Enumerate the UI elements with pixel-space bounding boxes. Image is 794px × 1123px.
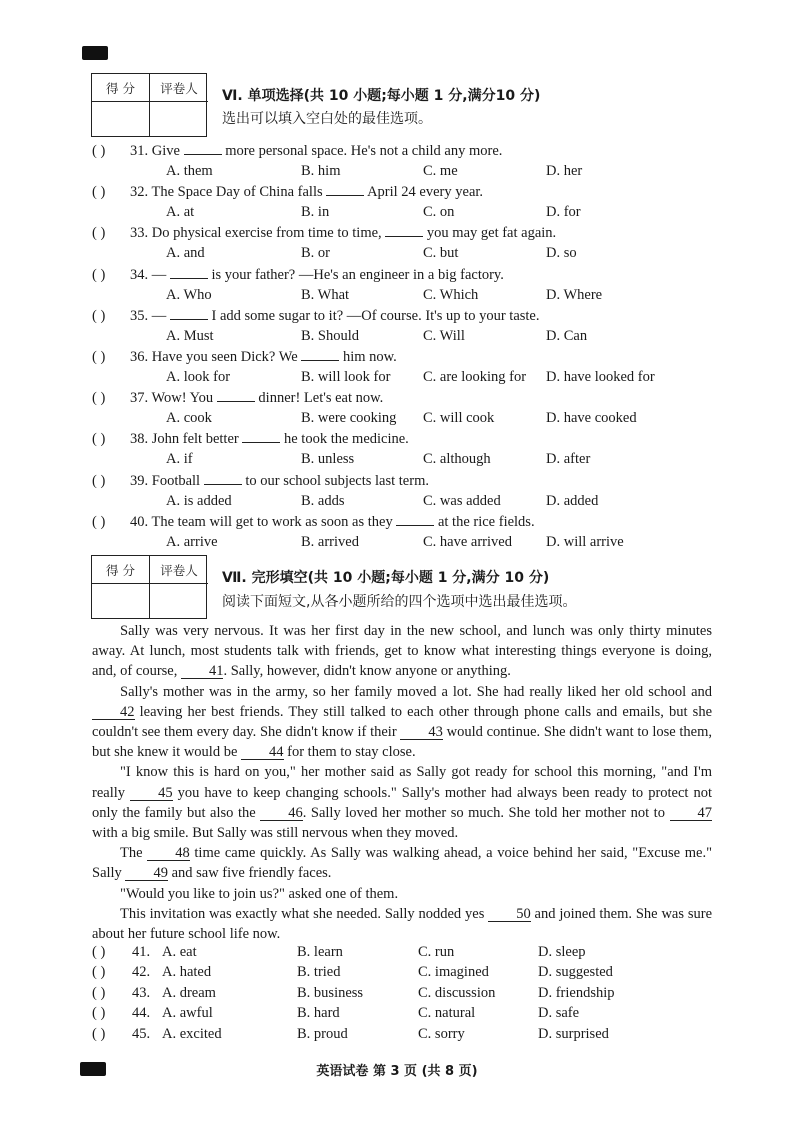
- question-row: [92, 349, 712, 369]
- option-b[interactable]: B. proud: [297, 1025, 348, 1042]
- option-a[interactable]: A. Who: [166, 286, 212, 303]
- score-cell[interactable]: [92, 102, 150, 136]
- question-row: [92, 184, 712, 204]
- option-a[interactable]: A. eat: [162, 944, 197, 960]
- options-row: [0, 493, 700, 513]
- answer-bracket[interactable]: ( ): [92, 143, 106, 159]
- page-footer: 英语试卷 第 3 页 (共 8 页): [316, 1064, 478, 1079]
- score-box-section7: [91, 555, 207, 619]
- option-c[interactable]: C. natural: [418, 1005, 476, 1022]
- option-c[interactable]: C. Will: [423, 327, 465, 344]
- option-a[interactable]: A. at: [166, 204, 195, 221]
- question-number: 44.: [132, 1005, 151, 1022]
- answer-blank: [396, 514, 434, 526]
- option-a[interactable]: A. Must: [166, 327, 214, 344]
- option-c[interactable]: C. was added: [423, 492, 501, 509]
- cloze-blank-41: 41: [181, 664, 224, 679]
- answer-bracket[interactable]: ( ): [92, 1005, 106, 1022]
- cloze-passage: [92, 621, 712, 944]
- option-a[interactable]: A. arrive: [166, 533, 218, 550]
- grader-label: 评卷人: [150, 74, 208, 102]
- cloze-blank-43: 43: [400, 725, 443, 740]
- answer-blank: [217, 390, 255, 402]
- answer-bracket[interactable]: ( ): [92, 984, 106, 1001]
- question-row: [92, 431, 712, 451]
- passage-paragraph: This invitation was exactly what she needed. Sally nodded yes 50 and joined them. She was sure about her future school life now.: [92, 905, 712, 943]
- option-d[interactable]: D. Where: [546, 286, 603, 303]
- cloze-question-row: [92, 1005, 792, 1025]
- options-row: [0, 245, 700, 265]
- option-b[interactable]: B. arrived: [301, 533, 359, 550]
- registration-mark-top: [82, 46, 108, 60]
- cloze-blank-45: 45: [130, 786, 173, 801]
- option-d[interactable]: D. for: [546, 204, 581, 221]
- passage-paragraph: "I know this is hard on you," her mother said as Sally got ready for school this morning, "and I'm really 45 you have to keep changing schools." Sally's mother had always been ready to protect not only the family but also the 46. Sally loved her mother so much. She told her mother not to 47 with a big smile. But Sally was still nervous when they moved.: [92, 764, 713, 842]
- options-row: [0, 369, 700, 389]
- option-a[interactable]: A. look for: [166, 369, 231, 385]
- option-b[interactable]: B. business: [297, 984, 364, 1001]
- option-a[interactable]: A. and: [166, 245, 205, 262]
- question-row: [92, 225, 712, 245]
- option-d[interactable]: D. friendship: [538, 984, 615, 1001]
- option-a[interactable]: A. hated: [162, 964, 212, 981]
- option-c[interactable]: C. me: [423, 163, 458, 179]
- section7-instruction: 阅读下面短文,从各小题所给的四个选项中选出最佳选项。: [222, 594, 577, 610]
- cloze-blank-47: 47: [670, 806, 713, 821]
- answer-bracket[interactable]: ( ): [92, 944, 106, 960]
- option-a[interactable]: A. cook: [166, 410, 212, 427]
- option-c[interactable]: C. sorry: [418, 1025, 465, 1042]
- score-box-section6: [91, 73, 207, 137]
- option-d[interactable]: D. safe: [538, 1005, 580, 1022]
- options-row: [0, 163, 700, 183]
- option-d[interactable]: D. after: [546, 451, 591, 468]
- option-c[interactable]: C. imagined: [418, 964, 489, 981]
- option-c[interactable]: C. on: [423, 204, 455, 221]
- score-label: 得 分: [92, 74, 150, 102]
- option-a[interactable]: A. awful: [162, 1005, 213, 1022]
- options-row: [0, 287, 700, 307]
- options-row: [0, 451, 700, 471]
- answer-blank: [184, 143, 222, 155]
- question-row: [92, 308, 712, 328]
- option-b[interactable]: B. learn: [297, 944, 343, 960]
- question-text: 31. Give more personal space. He's not a child any more.: [130, 143, 503, 159]
- option-a[interactable]: A. dream: [162, 984, 216, 1001]
- section7-title: Ⅶ. 完形填空(共 10 小题;每小题 1 分,满分 10 分): [222, 570, 550, 586]
- question-text: 36. Have you seen Dick? We him now.: [130, 349, 397, 365]
- options-row: [0, 328, 700, 348]
- options-row: [0, 410, 700, 430]
- question-text: 32. The Space Day of China falls April 24 every year.: [130, 184, 484, 201]
- cloze-blank-46: 46: [260, 806, 303, 821]
- option-d[interactable]: D. will arrive: [546, 533, 624, 550]
- option-a[interactable]: A. if: [166, 451, 193, 468]
- option-b[interactable]: B. hard: [297, 1005, 340, 1022]
- option-b[interactable]: B. or: [301, 245, 330, 262]
- question-row: [92, 267, 712, 287]
- section6-instruction: 选出可以填入空白处的最佳选项。: [222, 111, 432, 127]
- option-b[interactable]: B. Should: [301, 327, 360, 344]
- option-d[interactable]: D. surprised: [538, 1025, 609, 1042]
- answer-blank: [204, 473, 242, 485]
- answer-bracket[interactable]: ( ): [92, 184, 106, 201]
- passage-paragraph: Sally's mother was in the army, so her family moved a lot. She had really liked her old school and 42 leaving her best friends. They still talked to each other through phone calls and emails, but she couldn't see them every day. She didn't know if their 43 would continue. She didn't want to lose them, but she knew it would be 44 for them to stay close.: [92, 683, 713, 761]
- answer-bracket[interactable]: ( ): [92, 431, 106, 448]
- answer-bracket[interactable]: ( ): [92, 349, 106, 365]
- option-a[interactable]: A. is added: [166, 492, 232, 509]
- option-d[interactable]: D. her: [546, 163, 583, 179]
- grader-label: 评卷人: [150, 556, 208, 584]
- passage-paragraph: Sally was very nervous. It was her first day in the new school, and lunch was only thirty minutes away. At lunch, most students talk with friends, get to know what interesting things everyone is doing, and, of course, 41. Sally, however, didn't know anyone or anything.: [92, 623, 712, 680]
- question-row: [92, 143, 712, 163]
- cloze-blank-48: 48: [147, 846, 190, 861]
- grader-cell[interactable]: [150, 102, 208, 136]
- passage-paragraph: "Would you like to join us?" asked one of them.: [120, 885, 399, 902]
- question-text: 35. — I add some sugar to it? —Of course. It's up to your taste.: [130, 307, 540, 324]
- cloze-question-row: [92, 964, 792, 984]
- passage-paragraph: The 48 time came quickly. As Sally was walking ahead, a voice behind her said, "Excuse me." Sally 49 and saw five friendly faces.: [92, 845, 712, 882]
- options-row: [0, 534, 700, 554]
- option-c[interactable]: C. although: [423, 451, 491, 468]
- score-cell[interactable]: [92, 584, 150, 618]
- option-c[interactable]: C. are looking for: [423, 369, 527, 385]
- question-text: 33. Do physical exercise from time to time, you may get fat again.: [130, 225, 557, 242]
- options-row: [0, 204, 700, 224]
- option-c[interactable]: C. run: [418, 944, 455, 960]
- answer-bracket[interactable]: ( ): [92, 964, 106, 981]
- question-text: 39. Football to our school subjects last term.: [130, 472, 429, 489]
- question-number: 41.: [132, 944, 151, 960]
- question-row: [92, 390, 712, 410]
- question-text: 40. The team will get to work as soon as they at the rice fields.: [130, 513, 535, 530]
- answer-blank: [301, 349, 339, 361]
- question-number: 45.: [132, 1025, 151, 1042]
- option-d[interactable]: D. have looked for: [546, 369, 655, 385]
- question-text: 34. — is your father? —He's an engineer in a big factory.: [130, 266, 504, 283]
- answer-bracket[interactable]: ( ): [92, 266, 106, 283]
- option-c[interactable]: C. but: [423, 245, 459, 262]
- answer-blank: [170, 267, 208, 279]
- option-b[interactable]: B. unless: [301, 451, 355, 468]
- option-d[interactable]: D. suggested: [538, 964, 613, 981]
- option-a[interactable]: A. excited: [162, 1025, 222, 1042]
- option-b[interactable]: B. will look for: [301, 369, 391, 385]
- answer-bracket[interactable]: ( ): [92, 1025, 106, 1042]
- answer-bracket[interactable]: ( ): [92, 307, 106, 324]
- option-b[interactable]: B. adds: [301, 492, 345, 509]
- question-number: 43.: [132, 984, 151, 1001]
- cloze-blank-49: 49: [125, 866, 168, 881]
- answer-blank: [242, 431, 280, 443]
- answer-blank: [326, 184, 364, 196]
- option-c[interactable]: C. will cook: [423, 410, 495, 427]
- option-d[interactable]: D. so: [546, 245, 577, 262]
- question-text: 37. Wow! You dinner! Let's eat now.: [130, 390, 384, 407]
- option-a[interactable]: A. them: [166, 163, 213, 179]
- cloze-blank-44: 44: [241, 745, 284, 760]
- grader-cell[interactable]: [150, 584, 208, 618]
- section6-title: Ⅵ. 单项选择(共 10 小题;每小题 1 分,满分10 分): [222, 88, 541, 104]
- option-d[interactable]: D. added: [546, 492, 599, 509]
- question-row: [92, 514, 712, 534]
- option-b[interactable]: B. in: [301, 204, 330, 221]
- answer-blank: [385, 225, 423, 237]
- cloze-question-row: [92, 944, 792, 964]
- option-d[interactable]: D. Can: [546, 327, 588, 344]
- option-b[interactable]: B. were cooking: [301, 410, 397, 427]
- cloze-blank-50: 50: [488, 907, 531, 922]
- option-d[interactable]: D. sleep: [538, 944, 586, 960]
- question-number: 42.: [132, 964, 151, 981]
- score-label: 得 分: [92, 556, 150, 584]
- cloze-question-row: [92, 1026, 792, 1046]
- option-c[interactable]: C. have arrived: [423, 533, 512, 550]
- cloze-question-row: [92, 985, 792, 1005]
- question-text: 38. John felt better he took the medicine.: [130, 431, 409, 448]
- question-row: [92, 473, 712, 493]
- option-c[interactable]: C. Which: [423, 286, 479, 303]
- option-b[interactable]: B. tried: [297, 964, 341, 981]
- answer-bracket[interactable]: ( ): [92, 225, 106, 242]
- option-d[interactable]: D. have cooked: [546, 410, 637, 427]
- answer-bracket[interactable]: ( ): [92, 472, 106, 489]
- answer-blank: [170, 308, 208, 320]
- answer-bracket[interactable]: ( ): [92, 513, 106, 530]
- option-c[interactable]: C. discussion: [418, 984, 496, 1001]
- answer-bracket[interactable]: ( ): [92, 390, 106, 407]
- cloze-blank-42: 42: [92, 705, 135, 720]
- option-b[interactable]: B. What: [301, 286, 350, 303]
- option-b[interactable]: B. him: [301, 163, 341, 179]
